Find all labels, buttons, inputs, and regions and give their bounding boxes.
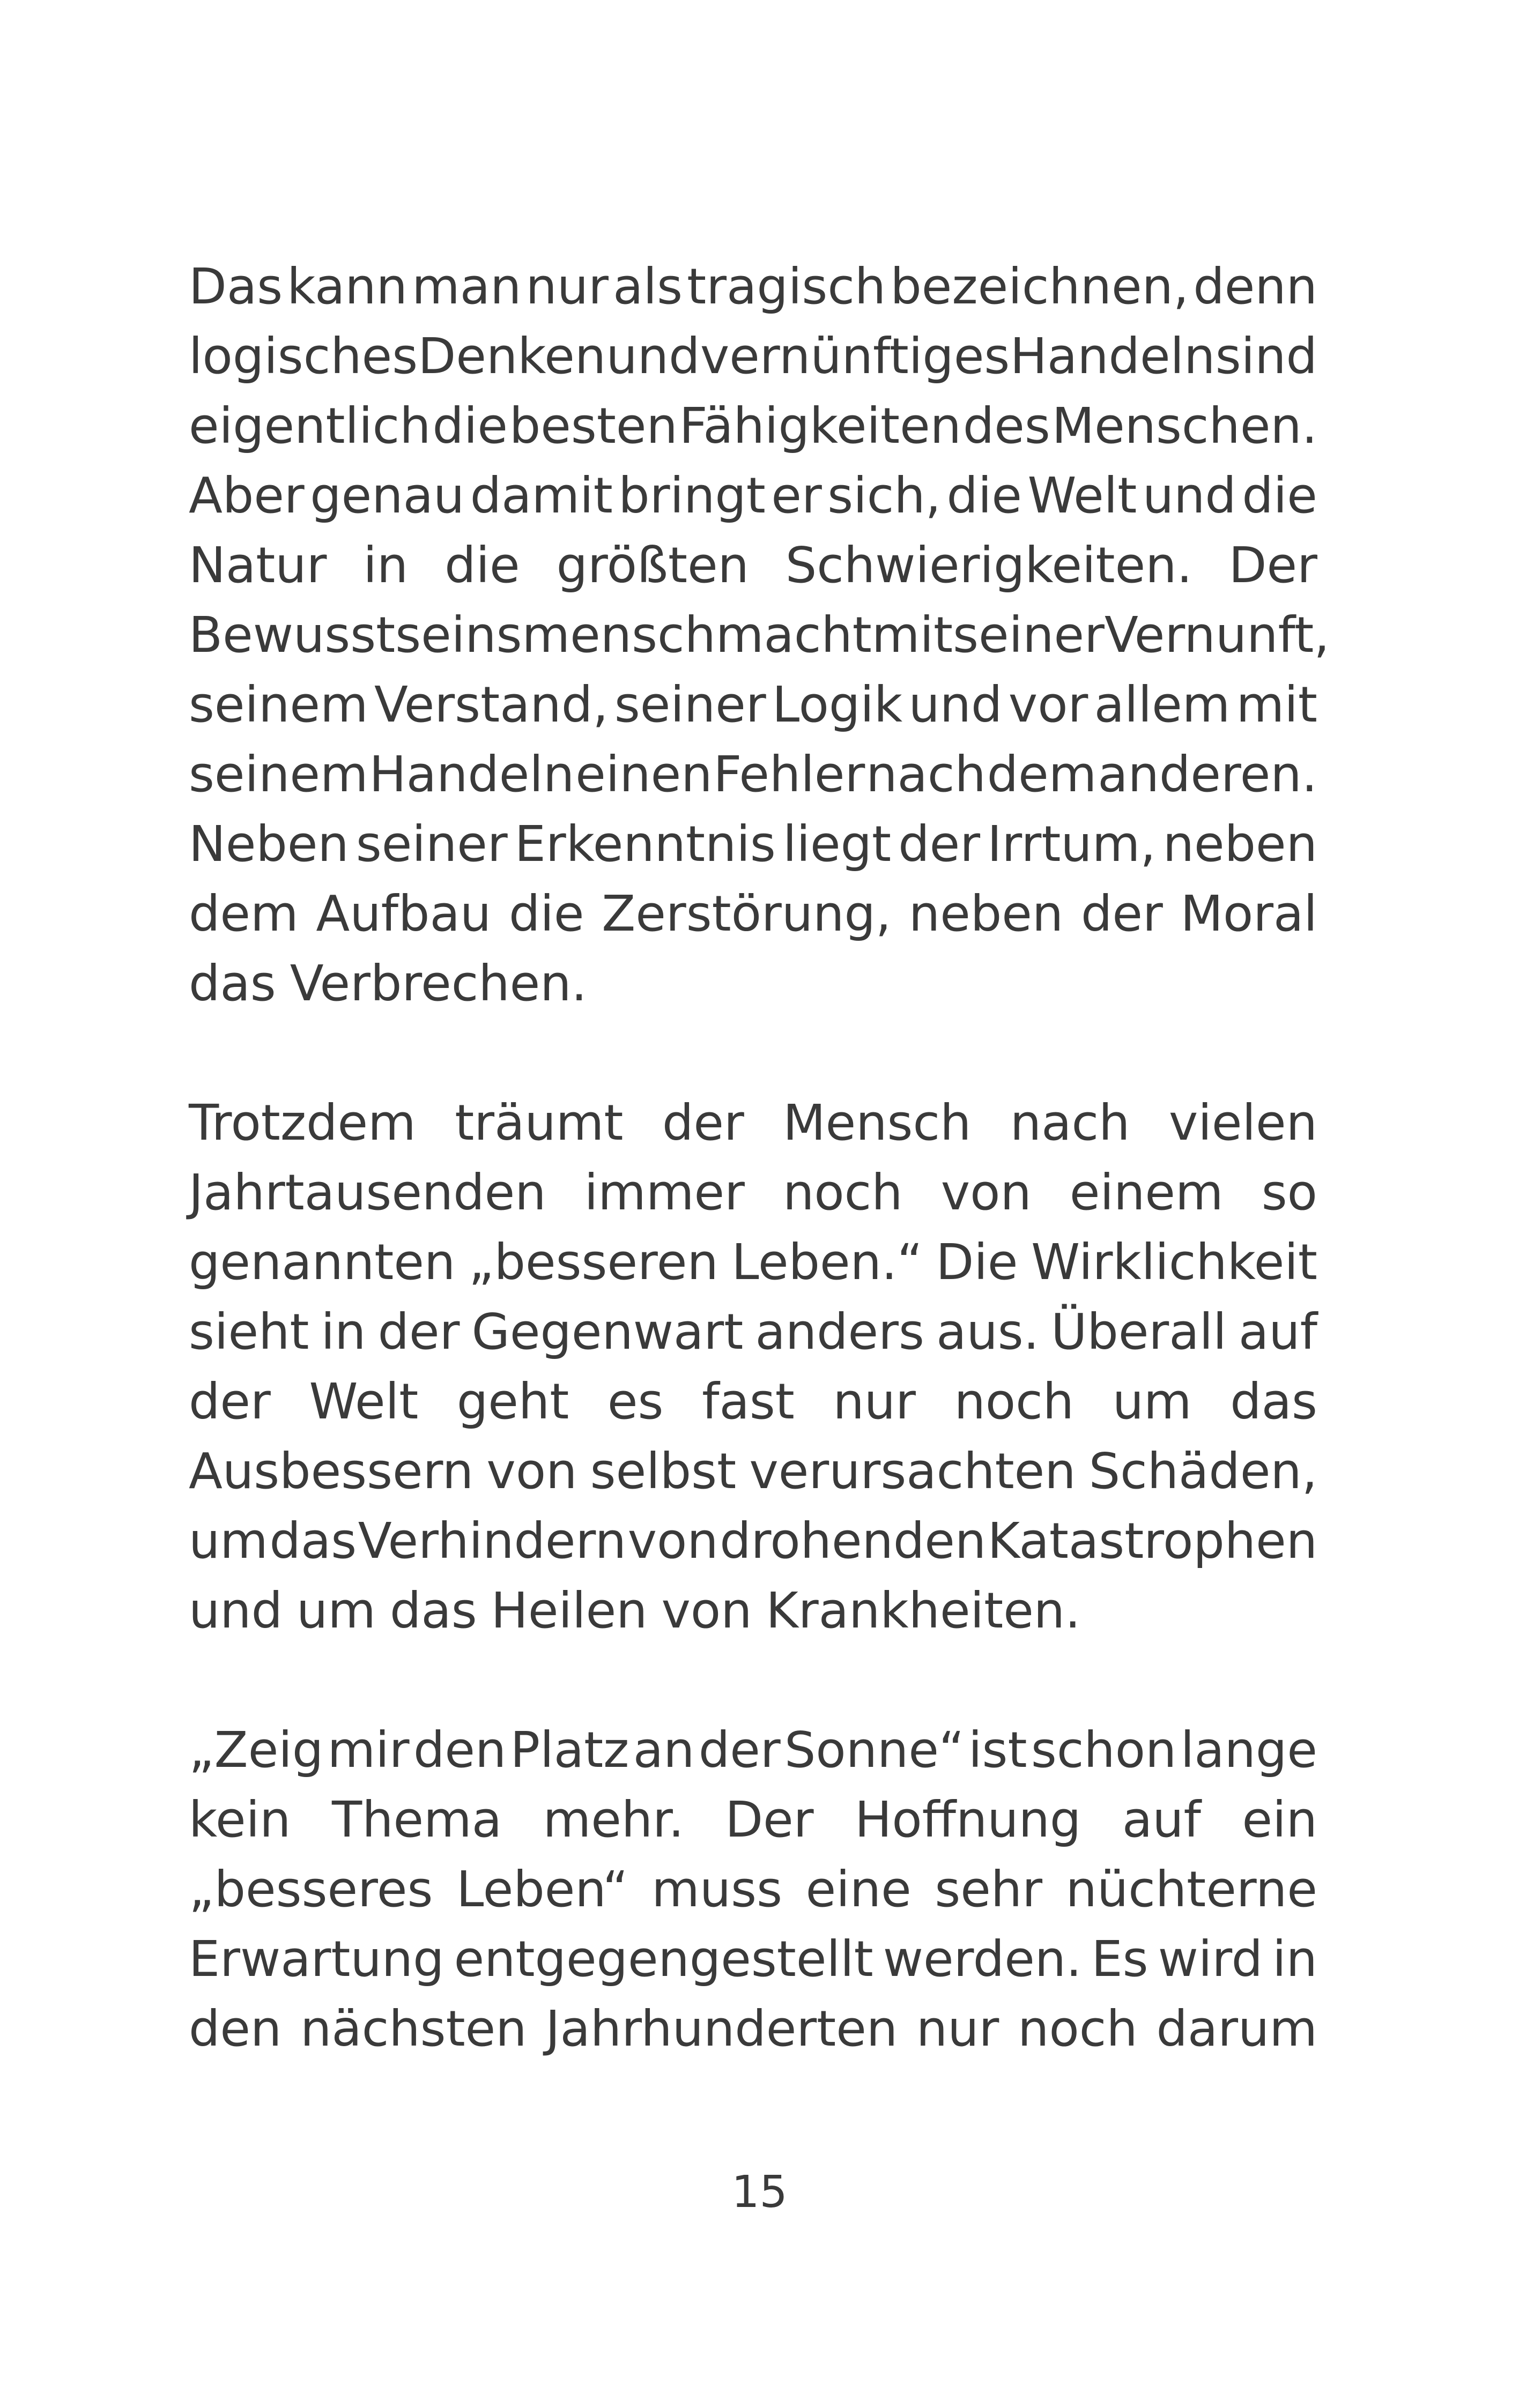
text-line [189, 809, 1317, 879]
text-line [189, 1855, 1317, 1924]
word: es [607, 1373, 664, 1430]
word: seiner [355, 815, 508, 873]
text-line [189, 1924, 1317, 1994]
word: mit [1236, 676, 1317, 733]
word: schon [1031, 1721, 1177, 1779]
word: Thema [332, 1791, 502, 1848]
text-line [189, 461, 1317, 531]
word: Trotzdem [189, 1094, 416, 1151]
word: Handeln [1010, 328, 1216, 385]
word: ist [968, 1721, 1027, 1779]
word: Jahrtausenden [189, 1164, 546, 1221]
word: und [606, 328, 700, 385]
word: das [189, 955, 276, 1012]
word: um [189, 1512, 268, 1570]
word: Jahrhunderten [545, 2000, 898, 2057]
word: nach [1010, 1094, 1130, 1151]
word: anderen. [1098, 746, 1317, 803]
word: Heilen [491, 1582, 648, 1639]
text-line [189, 1228, 1317, 1297]
word: Neben [189, 815, 349, 873]
word: Schwierigkeiten. [785, 537, 1192, 594]
word: der [189, 1373, 271, 1430]
text-line [189, 1576, 1317, 1646]
word: nüchterne [1065, 1861, 1317, 1918]
word: Aufbau [316, 885, 492, 942]
text-line [189, 1158, 1317, 1228]
word: dem [987, 746, 1097, 803]
word: nur [525, 258, 609, 315]
word: Gegenwart [471, 1303, 744, 1361]
text-line [189, 531, 1317, 600]
paragraph-gap [189, 1646, 1317, 1715]
word: von [627, 1512, 718, 1570]
text-line [189, 1297, 1317, 1367]
word: selbst [590, 1443, 737, 1500]
word: aus. [936, 1303, 1039, 1361]
text-line [189, 740, 1317, 809]
word: Erwartung [189, 1930, 444, 1988]
word: seinem [189, 676, 368, 733]
word: Katastrophen [987, 1512, 1317, 1570]
word: anders [755, 1303, 924, 1361]
text-line [189, 949, 1317, 1019]
word: liegt [782, 815, 892, 873]
word: von [486, 1443, 577, 1500]
word: noch [954, 1373, 1075, 1430]
word: einen [575, 746, 713, 803]
word: einem [1069, 1164, 1224, 1221]
word: der [898, 815, 981, 873]
word: „besseres [189, 1861, 433, 1918]
word: Ausbessern [189, 1443, 474, 1500]
word: ein [1242, 1791, 1317, 1848]
word: in [1272, 1930, 1317, 1988]
word: so [1261, 1164, 1317, 1221]
word: muss [651, 1861, 783, 1918]
paragraph-gap [189, 1019, 1317, 1088]
paragraph [189, 1715, 1317, 2064]
word: Es [1091, 1930, 1148, 1988]
word: Wirklichkeit [1031, 1233, 1317, 1291]
word: logisches [189, 328, 418, 385]
text-line [189, 1785, 1317, 1855]
text-line [189, 391, 1317, 461]
word: Denken [418, 328, 606, 385]
word: und [189, 1582, 283, 1639]
word: tragisch [687, 258, 886, 315]
text-line [189, 670, 1317, 740]
word: mehr. [543, 1791, 684, 1848]
word: den [189, 2000, 282, 2057]
word: von [940, 1164, 1032, 1221]
word: und [908, 676, 1003, 733]
word: der [377, 1303, 460, 1361]
word: Verstand, [374, 676, 609, 733]
word: kein [189, 1791, 291, 1848]
word: Überall [1051, 1303, 1227, 1361]
word: die [444, 537, 520, 594]
word: immer [584, 1164, 745, 1221]
page-number: 15 [731, 2167, 788, 2218]
word: der [698, 1721, 781, 1779]
word: Schäden, [1088, 1443, 1317, 1500]
word: man [412, 258, 522, 315]
word: Bewusstseinsmensch [189, 606, 716, 664]
word: träumt [455, 1094, 624, 1151]
word: lange [1180, 1721, 1317, 1779]
word: noch [783, 1164, 903, 1221]
word: Irrtum, [987, 815, 1156, 873]
word: Natur [189, 537, 327, 594]
word: seiner [953, 606, 1105, 664]
word: die [432, 397, 508, 455]
paragraph [189, 1088, 1317, 1646]
word: „besseren [468, 1233, 718, 1291]
word: Der [725, 1791, 814, 1848]
word: damit [470, 467, 613, 524]
word: Mensch [783, 1094, 972, 1151]
word: das [269, 1512, 357, 1570]
word: von [661, 1582, 752, 1639]
word: eigentlich [189, 397, 431, 455]
word: dem [189, 885, 299, 942]
word: der [1080, 885, 1163, 942]
word: kann [287, 258, 407, 315]
word: nur [833, 1373, 916, 1430]
word: genau [310, 467, 465, 524]
body-text [189, 252, 1330, 2064]
text-line [189, 1088, 1317, 1158]
word: werden. [883, 1930, 1082, 1988]
text-line [189, 322, 1317, 391]
word: besten [509, 397, 678, 455]
word: neben [908, 885, 1064, 942]
word: sehr [935, 1861, 1043, 1918]
word: Platz [510, 1721, 629, 1779]
word: geht [456, 1373, 569, 1430]
word: Welt [309, 1373, 419, 1430]
word: Leben.“ [731, 1233, 923, 1291]
word: die [508, 885, 584, 942]
word: Verhindern [358, 1512, 627, 1570]
word: mit [871, 606, 953, 664]
word: und [1142, 467, 1236, 524]
word: seinem [189, 746, 368, 803]
word: eine [805, 1861, 912, 1918]
word: Aber [189, 467, 305, 524]
word: Leben“ [456, 1861, 628, 1918]
word: größten [556, 537, 749, 594]
word: mir [327, 1721, 410, 1779]
word: Fehler [713, 746, 865, 803]
word: die [946, 467, 1022, 524]
word: Fähigkeiten [679, 397, 961, 455]
word: das [1230, 1373, 1317, 1430]
word: fast [702, 1373, 795, 1430]
word: wird [1158, 1930, 1263, 1988]
word: bezeichnen, [890, 258, 1189, 315]
word: genannten [189, 1233, 456, 1291]
word: in [321, 1303, 366, 1361]
word: Moral [1180, 885, 1317, 942]
word: darum [1156, 2000, 1317, 2057]
word: den [413, 1721, 507, 1779]
word: um [297, 1582, 376, 1639]
word: Verbrechen. [290, 955, 587, 1012]
word: allem [1094, 676, 1231, 733]
word: Welt [1027, 467, 1137, 524]
word: Handeln [369, 746, 575, 803]
word: Sonne“ [784, 1721, 965, 1779]
paragraph [189, 252, 1330, 1019]
text-line [189, 1437, 1317, 1506]
text-line [189, 1367, 1317, 1437]
word: noch [1018, 2000, 1138, 2057]
word: denn [1193, 258, 1317, 315]
word: als [613, 258, 683, 315]
word: auf [1238, 1303, 1317, 1361]
word: Erkenntnis [514, 815, 776, 873]
word: er [771, 467, 822, 524]
word: in [363, 537, 409, 594]
text-line [189, 1715, 1317, 1785]
word: vernünftiges [700, 328, 1010, 385]
word: auf [1122, 1791, 1201, 1848]
word: nächsten [300, 2000, 527, 2057]
word: an [633, 1721, 695, 1779]
word: Vernunft, [1104, 606, 1330, 664]
word: Hoffnung [855, 1791, 1081, 1848]
word: drohenden [720, 1512, 987, 1570]
word: Logik [772, 676, 903, 733]
word: seiner [614, 676, 766, 733]
word: „Zeig [189, 1721, 324, 1779]
word: Menschen. [1051, 397, 1317, 455]
word: die [1242, 467, 1317, 524]
text-line [189, 879, 1317, 949]
word: sieht [189, 1303, 309, 1361]
word: sich, [827, 467, 941, 524]
word: macht [715, 606, 872, 664]
word: verursachten [749, 1443, 1076, 1500]
word: Die [936, 1233, 1018, 1291]
text-line [189, 1506, 1317, 1576]
word: Krankheiten. [766, 1582, 1081, 1639]
word: vor [1008, 676, 1088, 733]
word: vielen [1168, 1094, 1317, 1151]
word: des [962, 397, 1050, 455]
word: entgegengestellt [454, 1930, 873, 1988]
word: das [389, 1582, 477, 1639]
word: nur [916, 2000, 999, 2057]
word: bringt [618, 467, 766, 524]
word: um [1112, 1373, 1192, 1430]
word: Der [1228, 537, 1317, 594]
word: nach [866, 746, 986, 803]
word: Das [189, 258, 283, 315]
text-line [189, 1994, 1317, 2064]
word: der [662, 1094, 744, 1151]
word: Zerstörung, [602, 885, 892, 942]
word: neben [1162, 815, 1317, 873]
text-line [189, 600, 1330, 670]
text-line [189, 252, 1317, 322]
word: sind [1215, 328, 1317, 385]
